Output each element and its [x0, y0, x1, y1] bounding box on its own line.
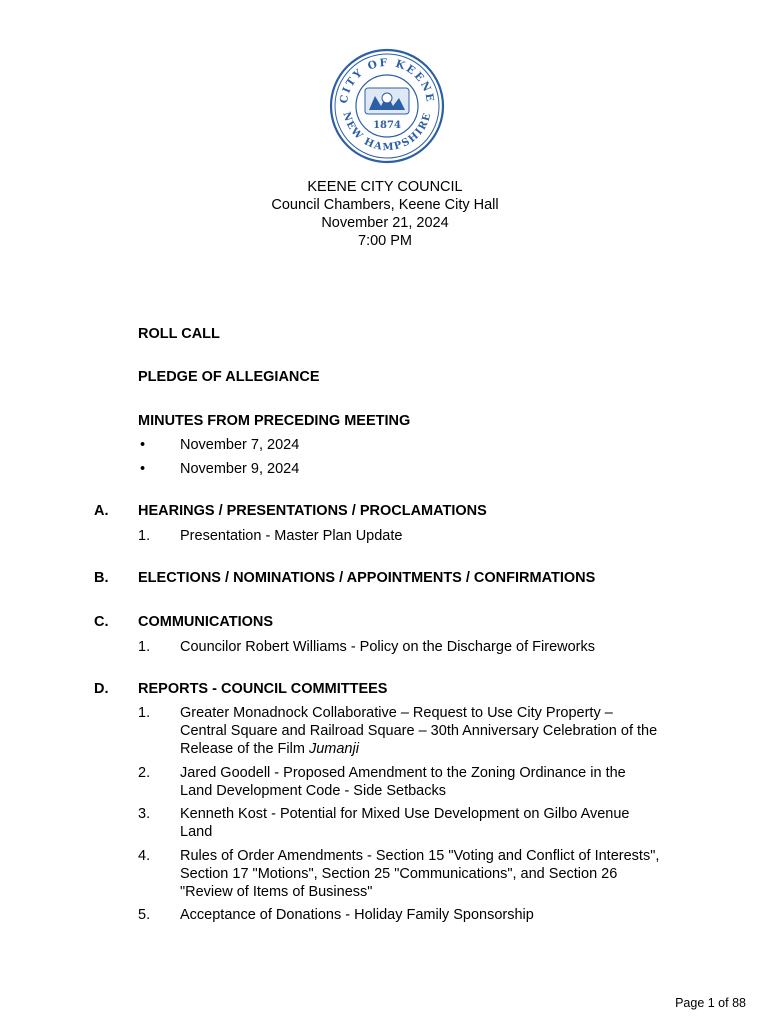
agenda-item-text: Greater Monadnock Collaborative – Request to Use City Property – Central Square and Railroad Square – 30th Anniversary Celebration of the Release of the Film	[180, 705, 658, 757]
bullet-marker: •	[140, 437, 146, 453]
item-number: 1.	[138, 705, 151, 721]
item-number: 3.	[138, 806, 151, 822]
item-number: 4.	[138, 848, 151, 864]
meeting-time: 7:00 PM	[358, 233, 412, 249]
city-seal-logo	[329, 48, 445, 164]
section-b-title: ELECTIONS / NOMINATIONS / APPOINTMENTS / CONFIRMATIONS	[138, 570, 596, 586]
film-title: Jumanji	[308, 741, 359, 757]
agenda-item: Acceptance of Donations - Holiday Family Sponsorship	[180, 907, 534, 923]
agenda-item	[180, 704, 660, 758]
section-d-title: REPORTS - COUNCIL COMMITTEES	[138, 681, 388, 697]
agenda-item: Presentation - Master Plan Update	[180, 528, 403, 544]
item-number: 5.	[138, 907, 151, 923]
minutes-item: November 7, 2024	[180, 437, 300, 453]
section-d-letter: D.	[94, 681, 109, 697]
item-number: 1.	[138, 528, 151, 544]
council-name: KEENE CITY COUNCIL	[307, 179, 463, 195]
seal-year: 1874	[373, 120, 401, 131]
section-a-letter: A.	[94, 503, 109, 519]
roll-call-heading: ROLL CALL	[138, 326, 220, 342]
meeting-location: Council Chambers, Keene City Hall	[271, 197, 499, 213]
seal-bottom-text: NEW HAMPSHIRE	[340, 110, 434, 154]
agenda-item: Rules of Order Amendments - Section 15 "Voting and Conflict of Interests", Section 17 "Motions", Section 25 "Communications", and Section 26 "Review of Items of Business"	[180, 848, 660, 900]
seal-top-text: CITY OF KEENE	[337, 56, 437, 105]
section-b-letter: B.	[94, 570, 109, 586]
section-c-title: COMMUNICATIONS	[138, 614, 274, 630]
meeting-header	[0, 178, 770, 250]
item-number: 1.	[138, 639, 151, 655]
agenda-item: Councilor Robert Williams - Policy on the Discharge of Fireworks	[180, 639, 595, 655]
pledge-heading: PLEDGE OF ALLEGIANCE	[138, 369, 320, 385]
bullet-marker: •	[140, 461, 146, 477]
minutes-item: November 9, 2024	[180, 461, 300, 477]
section-a-title: HEARINGS / PRESENTATIONS / PROCLAMATIONS	[138, 503, 487, 519]
agenda-item: Kenneth Kost - Potential for Mixed Use Development on Gilbo Avenue Land	[180, 806, 630, 840]
minutes-heading: MINUTES FROM PRECEDING MEETING	[138, 413, 411, 429]
section-c-letter: C.	[94, 614, 109, 630]
page-number: Page 1 of 88	[675, 996, 746, 1010]
item-number: 2.	[138, 765, 151, 781]
meeting-date: November 21, 2024	[321, 215, 449, 231]
agenda-item: Jared Goodell - Proposed Amendment to the Zoning Ordinance in the Land Development Code - Side Setbacks	[180, 765, 626, 799]
